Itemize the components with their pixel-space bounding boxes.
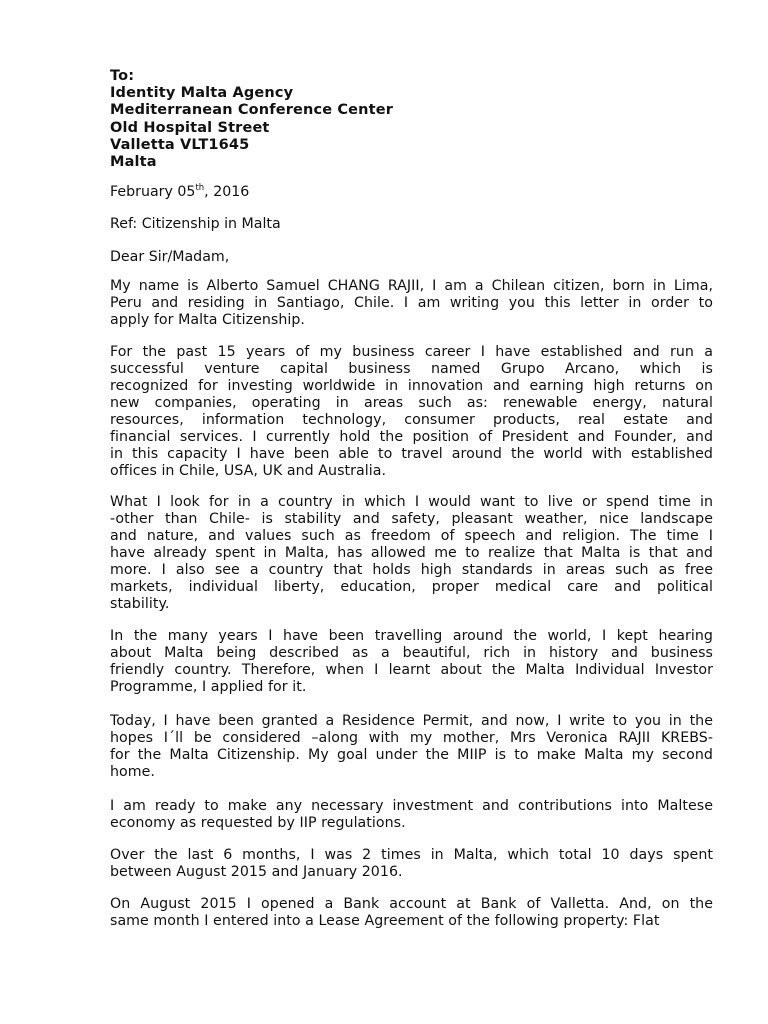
date-prefix: February 05 bbox=[110, 184, 196, 200]
paragraph-line: recognized for investing worldwide in innovation and earning high returns on bbox=[110, 378, 713, 394]
paragraph-bank-account bbox=[110, 896, 713, 930]
date-suffix: , 2016 bbox=[204, 184, 250, 200]
paragraph-line: offices in Chile, USA, UK and Australia. bbox=[110, 463, 387, 479]
paragraph-travel bbox=[110, 628, 713, 696]
paragraph-line: stability. bbox=[110, 596, 170, 612]
paragraph-line: -other than Chile- is stability and safety, pleasant weather, nice landscape bbox=[110, 511, 713, 527]
paragraph-introduction bbox=[110, 278, 713, 329]
paragraph-line: Over the last 6 months, I was 2 times in Malta, which total 10 days spent bbox=[110, 847, 713, 863]
recipient-building: Mediterranean Conference Center bbox=[110, 102, 393, 119]
paragraph-country-values bbox=[110, 494, 713, 613]
paragraph-line: same month I entered into a Lease Agreement of the following property: Flat bbox=[110, 913, 660, 929]
paragraph-line: financial services. I currently hold the position of President and Founder, and bbox=[110, 429, 713, 445]
paragraph-line: apply for Malta Citizenship. bbox=[110, 312, 305, 328]
paragraph-line: For the past 15 years of my business career I have established and run a bbox=[110, 344, 713, 360]
to-label: To: bbox=[110, 68, 135, 84]
paragraph-line: in this capacity I have been able to travel around the world with established bbox=[110, 446, 713, 462]
recipient-city: Valletta VLT1645 bbox=[110, 136, 250, 153]
salutation: Dear Sir/Madam, bbox=[110, 249, 230, 265]
paragraph-investment bbox=[110, 798, 713, 832]
paragraph-residence-permit bbox=[110, 713, 713, 781]
paragraph-line: and nature, and values such as freedom of speech and religion. The time I bbox=[110, 528, 713, 544]
recipient-country: Malta bbox=[110, 154, 157, 171]
paragraph-line: successful venture capital business named Grupo Arcano, which is bbox=[110, 361, 713, 377]
paragraph-line: new companies, operating in areas such as: renewable energy, natural bbox=[110, 395, 713, 411]
paragraph-line: I am ready to make any necessary investment and contributions into Maltese bbox=[110, 798, 713, 814]
paragraph-visits bbox=[110, 847, 713, 881]
letter-date bbox=[110, 184, 249, 201]
paragraph-line: resources, information technology, consumer products, real estate and bbox=[110, 412, 713, 428]
paragraph-line: Peru and residing in Santiago, Chile. I am writing you this letter in order to bbox=[110, 295, 713, 311]
recipient-agency: Identity Malta Agency bbox=[110, 85, 294, 102]
paragraph-line: Today, I have been granted a Residence Permit, and now, I write to you in the bbox=[110, 713, 713, 729]
paragraph-business-career bbox=[110, 344, 713, 480]
paragraph-line: My name is Alberto Samuel CHANG RAJII, I am a Chilean citizen, born in Lima, bbox=[110, 278, 713, 294]
paragraph-line: about Malta being described as a beautiful, rich in history and business bbox=[110, 645, 713, 661]
paragraph-line: On August 2015 I opened a Bank account at Bank of Valletta. And, on the bbox=[110, 896, 713, 912]
paragraph-line: home. bbox=[110, 764, 155, 780]
reference-line: Ref: Citizenship in Malta bbox=[110, 216, 281, 232]
paragraph-line: In the many years I have been travelling around the world, I kept hearing bbox=[110, 628, 713, 644]
paragraph-line: economy as requested by IIP regulations. bbox=[110, 815, 406, 831]
recipient-address bbox=[110, 68, 670, 171]
paragraph-line: hopes I´ll be considered –along with my mother, Mrs Veronica RAJII KREBS- bbox=[110, 730, 713, 746]
paragraph-line: markets, individual liberty, education, proper medical care and political bbox=[110, 579, 713, 595]
paragraph-line: friendly country. Therefore, when I learnt about the Malta Individual Investor bbox=[110, 662, 713, 678]
paragraph-line: Programme, I applied for it. bbox=[110, 679, 307, 695]
paragraph-line: What I look for in a country in which I would want to live or spend time in bbox=[110, 494, 713, 510]
paragraph-line: between August 2015 and January 2016. bbox=[110, 864, 403, 880]
date-ordinal: th bbox=[195, 183, 205, 193]
paragraph-line: more. I also see a country that holds high standards in areas such as free bbox=[110, 562, 713, 578]
recipient-street: Old Hospital Street bbox=[110, 119, 270, 136]
paragraph-line: for the Malta Citizenship. My goal under the MIIP is to make Malta my second bbox=[110, 747, 713, 763]
paragraph-line: have already spent in Malta, has allowed me to realize that Malta is that and bbox=[110, 545, 713, 561]
